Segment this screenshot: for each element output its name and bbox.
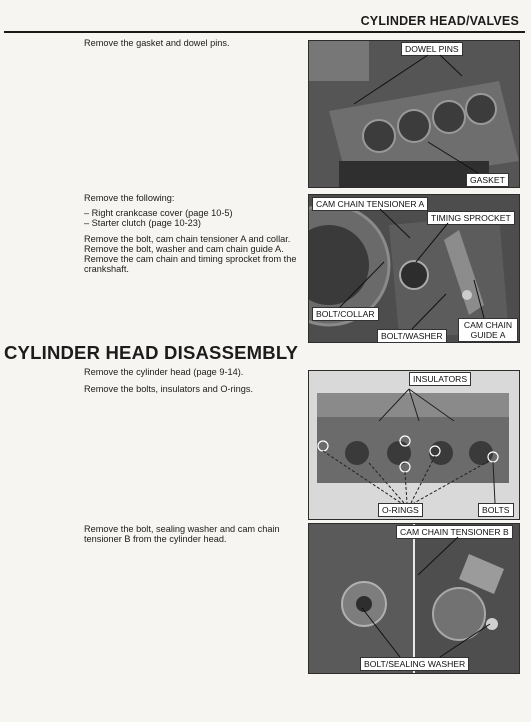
callout-bolt-sealing-washer: BOLT/SEALING WASHER [360, 657, 469, 671]
figure-dowel-pins-gasket [308, 40, 520, 188]
step-line: Remove the bolt, cam chain tensioner A and collar. [84, 234, 291, 244]
callout-bolt-washer: BOLT/WASHER [377, 329, 447, 343]
callout-cam-chain-tensioner-b: CAM CHAIN TENSIONER B [396, 525, 513, 539]
step-remove-following: Remove the following: [84, 193, 175, 203]
step-remove-bolts-insulators: Remove the bolts, insulators and O-rings. [84, 384, 254, 394]
step-remove-cylinder-head: Remove the cylinder head (page 9-14). [84, 367, 244, 377]
list-item: – Starter clutch (page 10-23) [84, 218, 201, 228]
callout-timing-sprocket: TIMING SPROCKET [427, 211, 515, 225]
callout-gasket: GASKET [466, 173, 509, 187]
section-title: CYLINDER HEAD DISASSEMBLY [4, 342, 299, 363]
figure-cam-chain-tensioner-b [308, 523, 520, 674]
callout-cam-chain-tensioner-a: CAM CHAIN TENSIONER A [312, 197, 428, 211]
callout-insulators: INSULATORS [409, 372, 471, 386]
callout-o-rings: O-RINGS [378, 503, 423, 517]
step-remove-gasket: Remove the gasket and dowel pins. [84, 38, 230, 48]
step-line: crankshaft. [84, 264, 129, 274]
step-line: Remove the bolt, sealing washer and cam chain [84, 524, 280, 534]
page-header-title: CYLINDER HEAD/VALVES [360, 14, 519, 28]
step-line: Remove the cam chain and timing sprocket from the [84, 254, 297, 264]
callout-bolt-collar: BOLT/COLLAR [312, 307, 379, 321]
engine-photo-4 [309, 524, 519, 673]
callout-bolts: BOLTS [478, 503, 514, 517]
step-line: tensioner B from the cylinder head. [84, 534, 227, 544]
engine-photo-1 [309, 41, 519, 187]
list-item: – Right crankcase cover (page 10-5) [84, 208, 233, 218]
header-rule [4, 31, 525, 33]
figure-insulators-o-rings [308, 370, 520, 520]
engine-photo-3 [309, 371, 519, 519]
step-line: Remove the bolt, washer and cam chain guide A. [84, 244, 284, 254]
callout-cam-chain-guide-a: CAM CHAIN GUIDE A [458, 318, 518, 342]
callout-dowel-pins: DOWEL PINS [401, 42, 463, 56]
